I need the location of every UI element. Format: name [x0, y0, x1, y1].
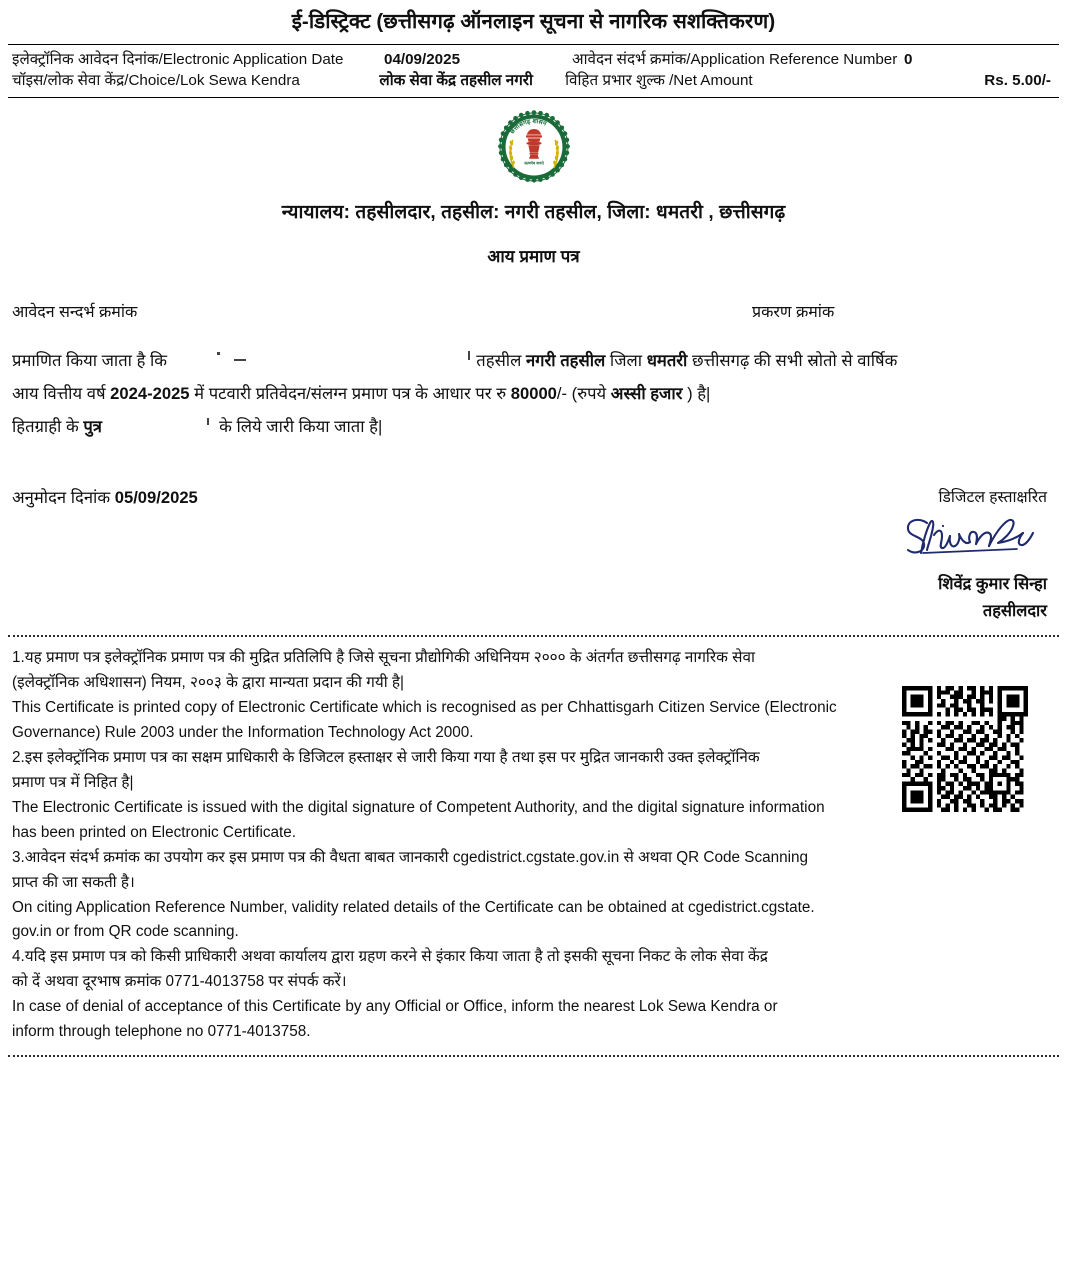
body-line1-suffix: छत्तीसगढ़ की सभी स्रोतो से वार्षिक — [691, 350, 898, 370]
application-reference-number-value: 0 — [904, 50, 913, 68]
footer-notes-area — [8, 646, 1059, 1045]
list-item: 3.आवेदन संदर्भ क्रमांक का उपयोग कर इस प्रमाण पत्र की वैधता बाबत जानकारी cgedistrict.cgstate.gov.in से अथवा QR Code Scanning — [12, 848, 809, 866]
list-item: has been printed on Electronic Certificate. — [12, 823, 297, 841]
application-reference-number-label: आवेदन संदर्भ क्रमांक/Application Reference Number — [572, 50, 898, 68]
list-item: 1.यह प्रमाण पत्र इलेक्ट्रॉनिक प्रमाण पत्र की मुद्रित प्रतिलिपि है जिसे सूचना प्रौद्योगिकी अधिनियम २००० के अंतर्गत छत्तीसगढ़ नागरिक सेवा — [12, 649, 755, 667]
digitally-signed-label: डिजिटल हस्ताक्षरित — [938, 489, 1047, 507]
certificate-body — [8, 344, 1059, 444]
list-item: को दें अथवा दूरभाष क्रमांक 0771-4013758 पर संपर्क करें। — [12, 973, 347, 991]
court-heading: न्यायालय: तहसीलदार, तहसील: नगरी तहसील, जिला: धमतरी , छत्तीसगढ़ — [281, 201, 786, 223]
divider-bottom — [8, 1055, 1059, 1057]
list-item: On citing Application Reference Number, validity related details of the Certificate can be obtained at cgedistrict.cgstate. — [12, 898, 815, 916]
fiscal-year-value: 2024-2025 — [110, 383, 190, 403]
electronic-application-date-value: 04/09/2025 — [384, 50, 461, 68]
body-line-3 — [12, 410, 1055, 443]
signatory-name: शिवेंद्र कुमार सिन्हा — [938, 575, 1047, 594]
beneficiary-label: हितग्राही के — [12, 417, 79, 437]
list-item: 4.यदि इस प्रमाण पत्र को किसी प्राधिकारी अथवा कार्यालय द्वारा ग्रहण करने से इंकार किया जाता है तो इसकी सूचना निकट के लोक सेवा केंद्र — [12, 948, 768, 966]
table-row — [8, 49, 1059, 71]
body-line2-suffix: ) है| — [687, 383, 711, 403]
emblem-container — [8, 110, 1059, 184]
tehsil-value: नगरी तहसील — [525, 350, 606, 370]
case-number-label: प्रकरण क्रमांक — [752, 303, 835, 321]
table-row — [8, 70, 1059, 92]
list-item: This Certificate is printed copy of Electronic Certificate which is recognised as per Chhattisgarh Citizen Service (Electronic — [12, 699, 837, 717]
body-line-2 — [12, 377, 1055, 410]
reference-row — [8, 300, 1059, 322]
lok-sewa-kendra-value: लोक सेवा केंद्र तहसील नगरी — [379, 72, 533, 90]
svg-text:छत्तीसगढ़ शासन: छत्तीसगढ़ शासन — [508, 117, 547, 136]
list-item: In case of denial of acceptance of this Certificate by any Official or Office, inform the nearest Lok Sewa Kendra or — [12, 998, 778, 1016]
relation-value: पुत्र — [83, 417, 102, 437]
body-line3-suffix: के लिये जारी किया जाता है| — [219, 417, 383, 437]
certificate-type-heading: आय प्रमाण पत्र — [487, 246, 580, 266]
list-item: प्राप्त की जा सकती है। — [12, 873, 135, 891]
signature-block — [712, 485, 1055, 621]
approval-block — [12, 485, 712, 621]
list-item: प्रमाण पत्र में निहित है| — [12, 773, 134, 791]
body-line2-sep: /- (रुपये — [556, 383, 607, 403]
body-line1-prefix: प्रमाणित किया जाता है कि — [12, 350, 168, 370]
income-amount-value: 80000 — [510, 383, 557, 403]
list-item: The Electronic Certificate is issued with the digital signature of Competent Authority, and the digital signature information — [12, 798, 825, 816]
list-item: (इलेक्ट्रॉनिक अधिशासन) नियम, २००३ के द्वारा मान्यता प्रदान की गयी है| — [12, 674, 404, 692]
fiscal-year-label: आय वित्तीय वर्ष — [12, 383, 106, 403]
list-item: 2.इस इलेक्ट्रॉनिक प्रमाण पत्र का सक्षम प्राधिकारी के डिजिटल हस्ताक्षर से जारी किया गया है तथा इस पर मुद्रित जानकारी उक्त इलेक्ट्रॉनिक — [12, 749, 760, 766]
header-meta-table — [8, 44, 1059, 98]
income-amount-words: अस्सी हजार — [610, 383, 683, 403]
district-value: धमतरी — [646, 350, 688, 370]
body-line2-mid: में पटवारी प्रतिवेदन/संलग्न प्रमाण पत्र के आधार पर रु — [194, 383, 507, 403]
body-line-1 — [12, 344, 1055, 377]
list-item: Governance) Rule 2003 under the Information Technology Act 2000. — [12, 724, 474, 742]
net-amount-value: Rs. 5.00/- — [984, 72, 1051, 90]
approval-signature-row — [8, 485, 1059, 621]
district-label: जिला — [609, 350, 643, 370]
divider-top — [8, 635, 1059, 637]
electronic-application-date-label: इलेक्ट्रॉनिक आवेदन दिनांक/Electronic Application Date — [12, 50, 344, 68]
signature-icon — [712, 509, 1047, 567]
signatory-designation: तहसीलदार — [982, 602, 1047, 621]
application-ref-label: आवेदन सन्दर्भ क्रमांक — [12, 303, 138, 321]
list-item: gov.in or from QR code scanning. — [12, 923, 239, 941]
lok-sewa-kendra-label: चॉइस/लोक सेवा केंद्र/Choice/Lok Sewa Kendra — [12, 72, 300, 90]
net-amount-label: विहित प्रभार शुल्क /Net Amount — [565, 72, 753, 90]
approval-date-value: 05/09/2025 — [114, 488, 198, 508]
verification-qr-code — [902, 686, 1028, 812]
notes-list — [12, 646, 874, 1045]
list-item: inform through telephone no 0771-4013758. — [12, 1023, 311, 1041]
chhattisgarh-government-seal-icon — [492, 110, 576, 184]
svg-text:सत्यमेव जयते: सत्यमेव जयते — [523, 160, 544, 166]
approval-date-label: अनुमोदन दिनांक — [12, 488, 111, 508]
page-title: ई-डिस्ट्रिक्ट (छत्तीसगढ़ ऑनलाइन सूचना से नागरिक सशक्तिकरण) — [291, 10, 776, 33]
tehsil-label: तहसील — [476, 350, 522, 370]
